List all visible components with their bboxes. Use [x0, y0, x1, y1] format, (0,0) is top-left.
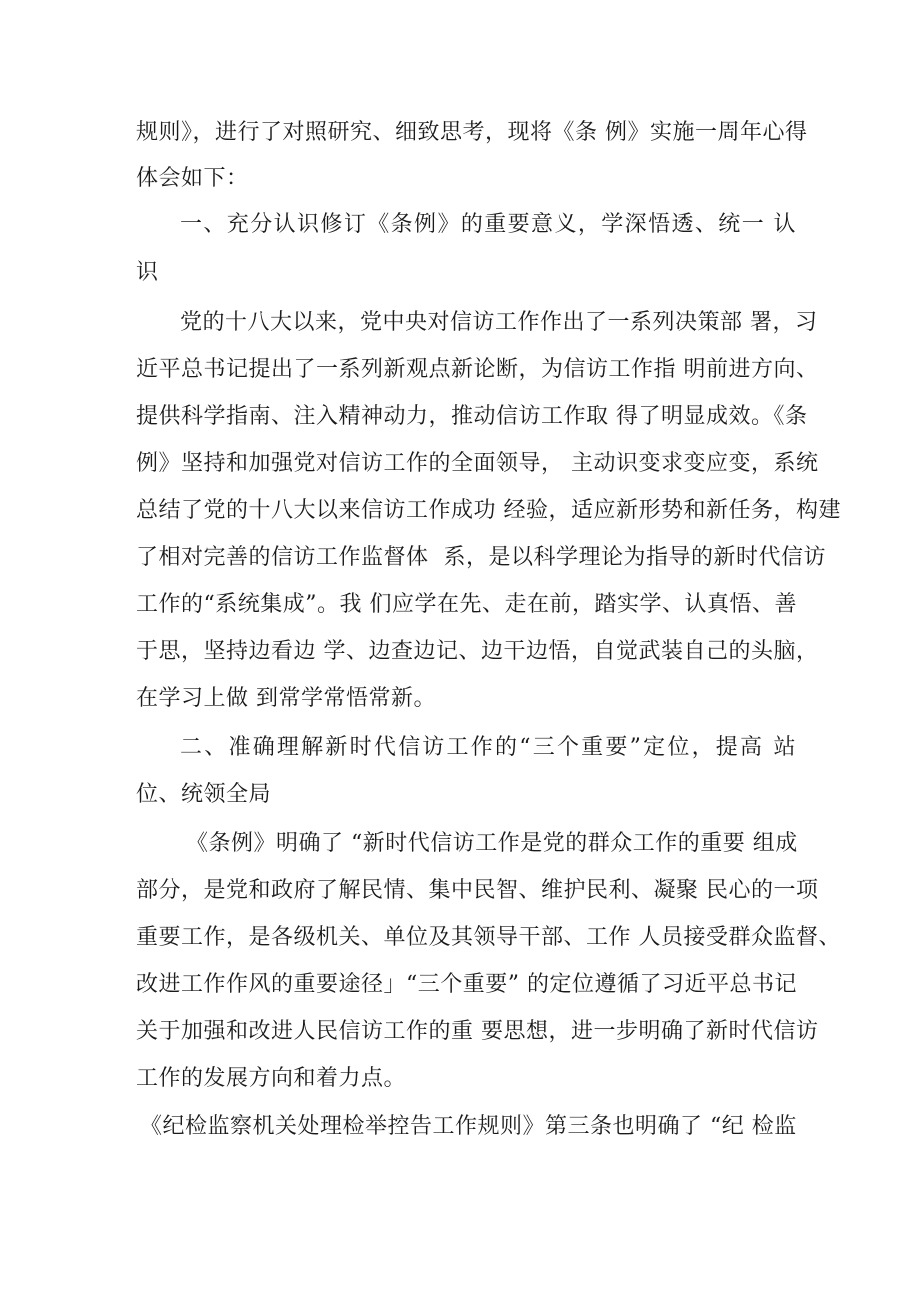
- body-text-line: 近平总书记提出了一系列新观点新论断，为信访工作指 明前进方向、: [136, 357, 819, 382]
- section-heading-2-cont: 位、统领全局: [136, 782, 272, 807]
- body-text-line: 规则》，进行了对照研究、细致思考，现将《条 例》实施一周年心得: [136, 120, 808, 145]
- body-text-line: 提供科学指南、注入精神动力，推动信访工作取 得了明显成效。《条: [136, 404, 808, 429]
- body-text-line: 总结了党的十八大以来信访工作成功 经验，适应新形势和新任务，构建: [136, 498, 841, 523]
- body-text-line: 于思，坚持边看边 学、边查边记、边干边悟，自觉武装自己的头脑，: [136, 639, 819, 664]
- body-text-line: 《纪检监察机关处理检举控告工作规则》第三条也明确了 “纪 检监: [140, 1114, 797, 1139]
- body-text-line: 体会如下：: [136, 166, 249, 191]
- body-text-line: 在学习上做 到常学常悟常新。: [136, 686, 436, 711]
- body-text-line: 党的十八大以来，党中央对信访工作作出了一系列决策部 署，习: [180, 310, 818, 335]
- body-text-line: 关于加强和改进人民信访工作的重 要思想，进一步明确了新时代信访: [136, 1019, 819, 1044]
- body-text-line: 《条例》明确了 “新时代信访工作是党的群众工作的重要 组成: [186, 831, 798, 856]
- body-text-line: 工作的“系统集成”。我 们应学在先、走在前，踏实学、认真悟、善: [136, 592, 797, 617]
- body-text-line: 工作的发展方向和着力点。: [136, 1066, 407, 1091]
- body-text-line: 例》坚持和加强党对信访工作的全面领导， 主动识变求变应变，系统: [136, 451, 819, 476]
- section-heading-2: 二、准确理解新时代信访工作的“三个重要”定位，提高 站: [180, 735, 796, 760]
- body-text-line: 了相对完善的信访工作监督体 系，是以科学理论为指导的新时代信访: [136, 545, 826, 570]
- section-heading-1: 一、充分认识修订《条例》的重要意义，学深悟透、统一 认: [180, 212, 796, 237]
- body-text-line: 重要工作，是各级机关、单位及其领导干部、工作 人员接受群众监督、: [136, 925, 841, 950]
- body-text-line: 改进工作作风的重要途径」“三个重要” 的定位遵循了习近平总书记: [136, 972, 797, 997]
- body-text-line: 部分，是党和政府了解民情、集中民智、维护民利、凝聚 民心的一项: [136, 878, 819, 903]
- section-heading-1-cont: 识: [136, 260, 159, 285]
